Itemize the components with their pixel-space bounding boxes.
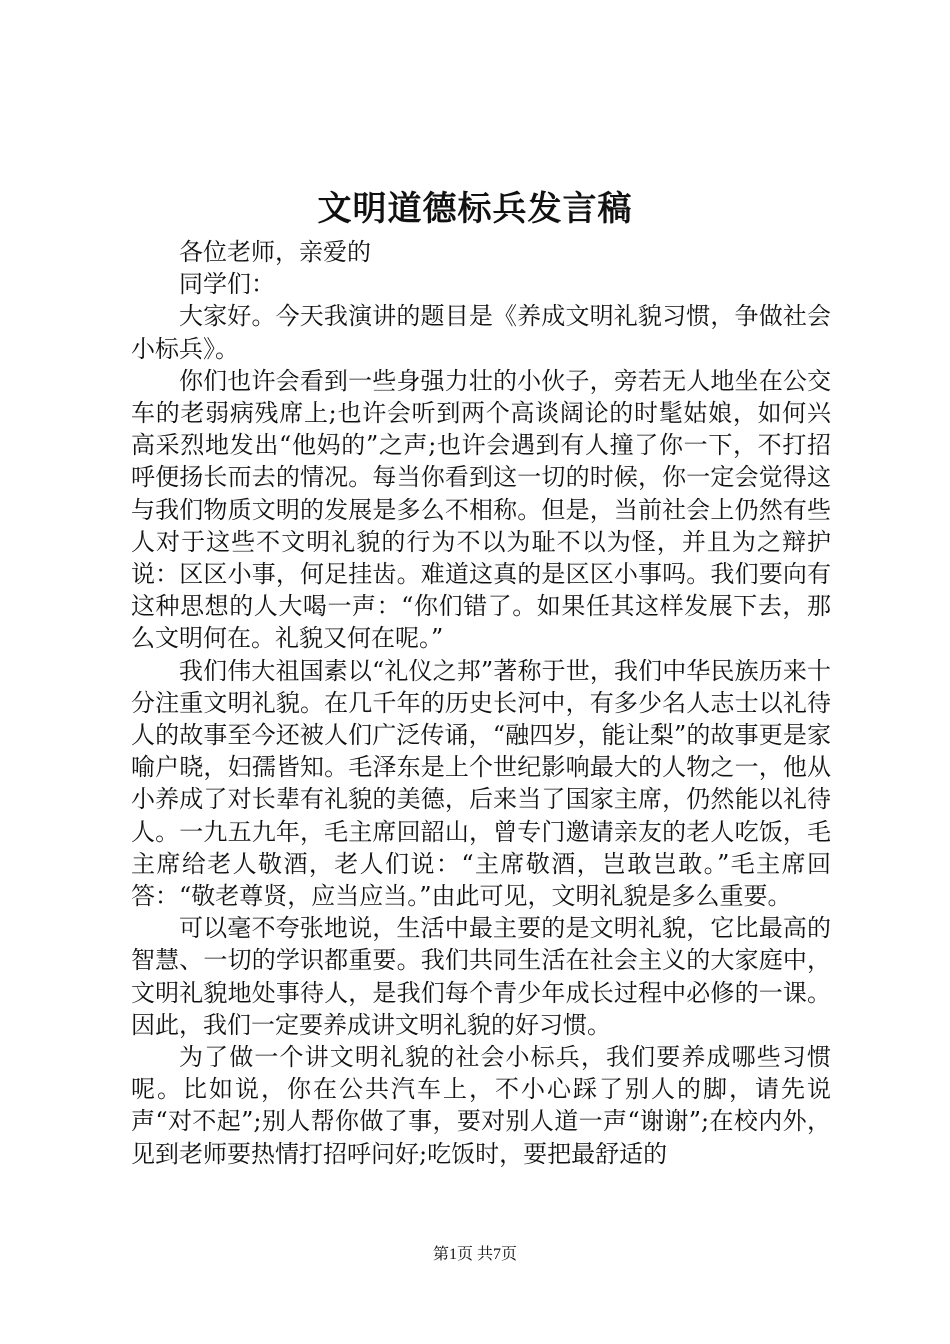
greeting-line-2: 同学们： xyxy=(179,270,275,299)
paragraph-habits: 为了做一个讲文明礼貌的社会小标兵，我们要养成哪些习惯呢。比如说，你在公共汽车上，不小心踩了别人的脚，请先说声“对不起”;别人帮你做了事，要对别人道一声“谢谢”;在校内外，见到老师要热情打招呼问好;吃饭时，要把最舒适的 xyxy=(131,1043,831,1168)
page-footer: 第1页 共7页 xyxy=(432,1246,517,1263)
document-title: 文明道德标兵发言稿 xyxy=(317,189,633,229)
paragraph-importance: 可以毫不夸张地说，生活中最主要的是文明礼貌，它比最高的智慧、一切的学识都重要。我们共同生活在社会主义的大家庭中，文明礼貌地处事待人，是我们每个青少年成长过程中必修的一课。因此，我们一定要养成讲文明礼貌的好习惯。 xyxy=(131,914,831,1039)
paragraph-uncivil-behavior: 你们也许会看到一些身强力壮的小伙子，旁若无人地坐在公交车的老弱病残席上;也许会听到两个高谈阔论的时髦姑娘，如何兴高采烈地发出“他妈的”之声;也许会遇到有人撞了你一下，不打招呼便扬长而去的情况。每当你看到这一切的时候，你一定会觉得这与我们物质文明的发展是多么不相称。但是，当前社会上仍然有些人对于这些不文明礼貌的行为不以为耻不以为怪，并且为之辩护说：区区小事，何足挂齿。难道这真的是区区小事吗。我们要向有这种思想的人大喝一声：“你们错了。如果任其这样发展下去，那么文明何在。礼貌又何在呢。” xyxy=(131,366,831,653)
paragraph-land-of-etiquette: 我们伟大祖国素以“礼仪之邦”著称于世，我们中华民族历来十分注重文明礼貌。在几千年的历史长河中，有多少名人志士以礼待人的故事至今还被人们广泛传诵，“融四岁，能让梨”的故事更是家喻户晓，妇孺皆知。毛泽东是上个世纪影响最大的人物之一，他从小养成了对长辈有礼貌的美德，后来当了国家主席，仍然能以礼待人。一九五九年，毛主席回韶山，曾专门邀请亲友的老人吃饭，毛主席给老人敬酒，老人们说：“主席敬酒，岂敢岂敢。”毛主席回答：“敬老尊贤，应当应当。”由此可见，文明礼貌是多么重要。 xyxy=(131,656,831,911)
greeting-line-1: 各位老师，亲爱的 xyxy=(179,238,371,266)
document-body xyxy=(131,236,831,1170)
paragraph-intro: 大家好。今天我演讲的题目是《养成文明礼貌习惯，争做社会小标兵》。 xyxy=(131,302,831,363)
